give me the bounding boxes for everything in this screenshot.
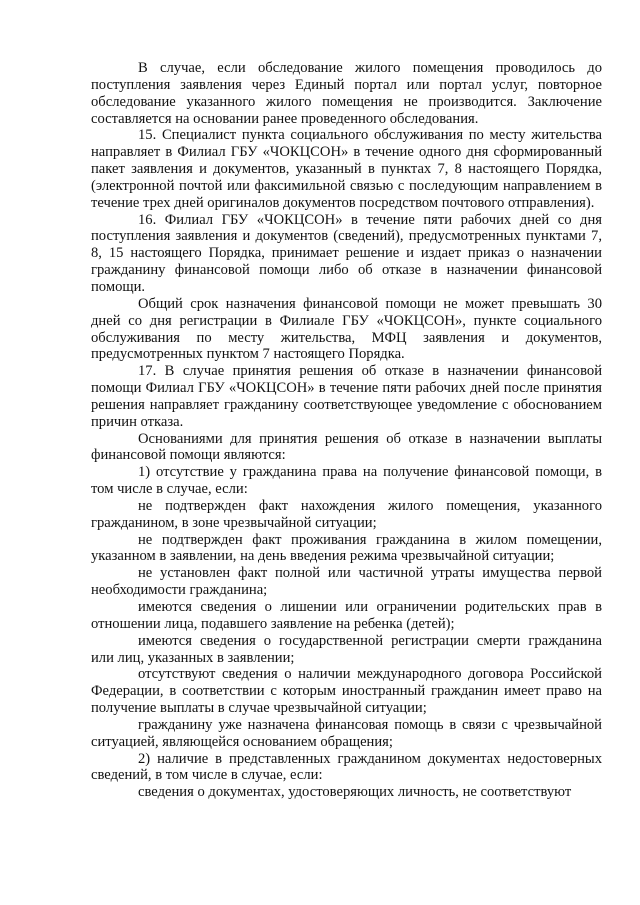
paragraph-item-17: 17. В случае принятия решения об отказе в назначении финансовой помощи Филиал ГБУ «ЧОКЦСОН» в течение пяти рабочих дней после принятия решения направляет гражданину соответствующее уведомление с обоснованием причин отказа. xyxy=(91,363,602,430)
paragraph-ground-2-a: сведения о документах, удостоверяющих личность, не соответствуют xyxy=(138,784,572,801)
paragraph-ground-1-f: отсутствуют сведения о наличии международного договора Российской Федерации, в соответствии с которым иностранный гражданин имеет право на получение выплаты в случае чрезвычайной ситуации; xyxy=(91,666,602,717)
paragraph-item-16: 16. Филиал ГБУ «ЧОКЦСОН» в течение пяти рабочих дней со дня поступления заявления и документов (сведений), предусмотренных пунктами 7, 8, 15 настоящего Порядка, принимает решение и издает приказ о назначении гражданину финансовой помощи либо об отказе в назначении финансовой помощи. xyxy=(91,211,602,295)
paragraph-ground-2: 2) наличие в представленных гражданином документах недостоверных сведений, в том числе в случае, если: xyxy=(91,750,602,784)
paragraph-item-15: 15. Специалист пункта социального обслуживания по месту жительства направляет в Филиал ГБУ «ЧОКЦСОН» в течение одного дня сформированный пакет заявления и документов, указанный в пунктах 7, 8 настоящего Порядка, (электронной почтой или факсимильной связью с последующим направлением в течение трех дней оригиналов документов посредством почтового отправления). xyxy=(91,127,602,211)
paragraph-ground-1-a: не подтвержден факт нахождения жилого помещения, указанного гражданином, в зоне чрезвычайной ситуации; xyxy=(91,497,602,531)
paragraph-ground-1-c: не установлен факт полной или частичной утраты имущества первой необходимости гражданина; xyxy=(91,565,602,599)
paragraph-ground-1-e: имеются сведения о государственной регистрации смерти гражданина или лиц, указанных в заявлении; xyxy=(91,632,602,666)
paragraph-ground-1-g: гражданину уже назначена финансовая помощь в связи с чрезвычайной ситуацией, являющейся основанием обращения; xyxy=(91,716,602,750)
paragraph-refusal-grounds: Основаниями для принятия решения об отказе в назначении выплаты финансовой помощи являются: xyxy=(91,430,602,464)
paragraph-ground-1: 1) отсутствие у гражданина права на получение финансовой помощи, в том числе в случае, если: xyxy=(91,464,602,498)
paragraph-repeat-survey: В случае, если обследование жилого помещения проводилось до поступления заявления через Единый портал или портал услуг, повторное обследование указанного жилого помещения не производится. Заключение составляется на основании ранее проведенного обследования. xyxy=(91,60,602,127)
paragraph-ground-1-d: имеются сведения о лишении или ограничении родительских прав в отношении лица, подавшего заявление на ребенка (детей); xyxy=(91,599,602,632)
paragraph-total-term: Общий срок назначения финансовой помощи не может превышать 30 дней со дня регистрации в Филиале ГБУ «ЧОКЦСОН», пункте социального обслуживания по месту жительства, МФЦ заявления и документов, предусмотренных пунктом 7 настоящего Порядка. xyxy=(91,295,602,363)
paragraph-ground-1-b: не подтвержден факт проживания гражданина в жилом помещении, указанном в заявлении, на день введения режима чрезвычайной ситуации; xyxy=(91,531,602,565)
